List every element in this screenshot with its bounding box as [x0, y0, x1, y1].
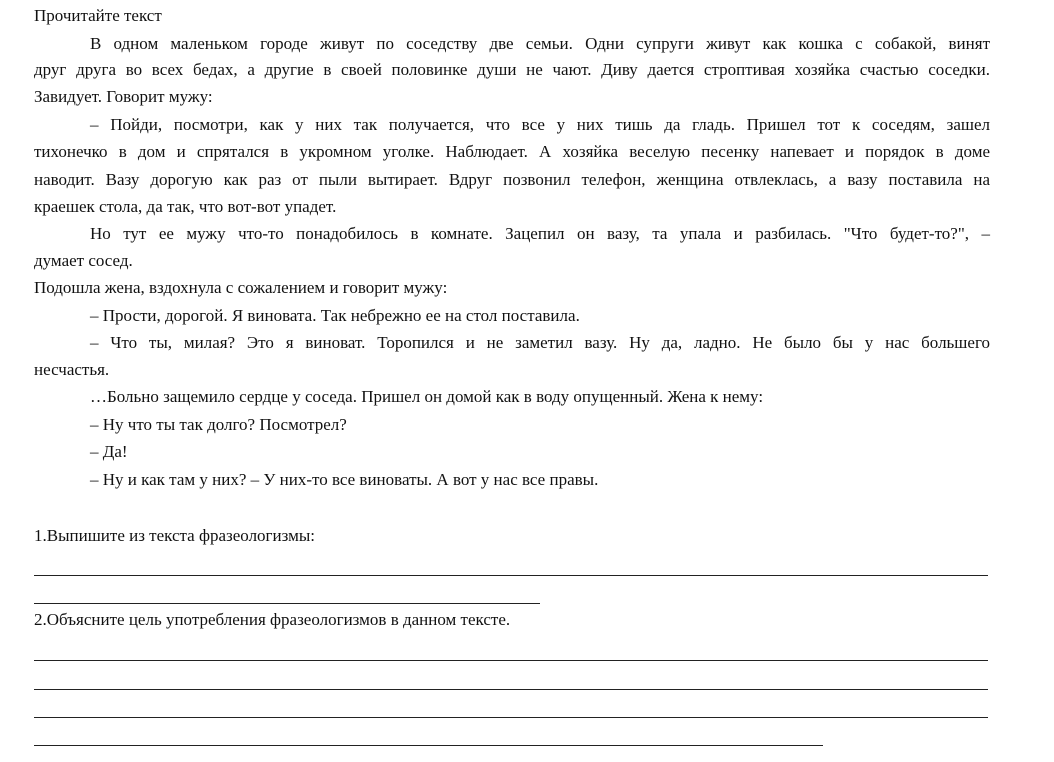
answer-line-4[interactable] — [34, 689, 988, 690]
task-2-prompt: 2.Объясните цель употребления фразеологизмов в данном тексте. — [34, 610, 511, 629]
text-line-10: Подошла жена, вздохнула с сожалением и говорит мужу: — [34, 278, 448, 297]
text-line-2: друг друга во всех бедах, а другие в своей половинке души не чают. Диву дается строптивая хозяйка счастью соседки. — [34, 60, 990, 79]
answer-line-3[interactable] — [34, 660, 988, 661]
text-line-16: – Да! — [90, 442, 128, 461]
answer-line-1[interactable] — [34, 575, 988, 576]
text-line-4: – Пойди, посмотри, как у них так получается, что все у них тишь да гладь. Пришел тот к соседям, зашел — [90, 115, 990, 134]
worksheet-title: Прочитайте текст — [34, 6, 162, 25]
text-line-7: краешек стола, да так, что вот-вот упадет. — [34, 197, 337, 216]
answer-line-5[interactable] — [34, 717, 988, 718]
text-line-11: – Прости, дорогой. Я виновата. Так небрежно ее на стол поставила. — [90, 306, 580, 325]
text-line-3: Завидует. Говорит мужу: — [34, 87, 213, 106]
text-line-13: несчастья. — [34, 360, 110, 379]
text-line-8: Но тут ее мужу что-то понадобилось в комнате. Зацепил он вазу, та упала и разбилась. "Что будет-то?", – — [90, 224, 990, 243]
task-1-prompt: 1.Выпишите из текста фразеологизмы: — [34, 526, 315, 545]
answer-line-2[interactable] — [34, 603, 540, 604]
text-line-1: В одном маленьком городе живут по соседству две семьи. Одни супруги живут как кошка с собакой, винят — [90, 34, 990, 53]
text-line-5: тихонечко в дом и спрятался в укромном уголке. Наблюдает. А хозяйка веселую песенку напевает и порядок в доме — [34, 142, 990, 161]
text-line-17: – Ну и как там у них? – У них-то все виноваты. А вот у нас все правы. — [90, 470, 599, 489]
text-line-12: – Что ты, милая? Это я виноват. Торопился и не заметил вазу. Ну да, ладно. Не было бы у нас большего — [90, 333, 990, 352]
text-line-6: наводит. Вазу дорогую как раз от пыли вытирает. Вдруг позвонил телефон, женщина отвлеклась, а вазу поставила на — [34, 170, 990, 189]
answer-line-6[interactable] — [34, 745, 823, 746]
text-line-14: …Больно защемило сердце у соседа. Пришел он домой как в воду опущенный. Жена к нему: — [90, 387, 764, 406]
text-line-15: – Ну что ты так долго? Посмотрел? — [90, 415, 347, 434]
text-line-9: думает сосед. — [34, 251, 133, 270]
